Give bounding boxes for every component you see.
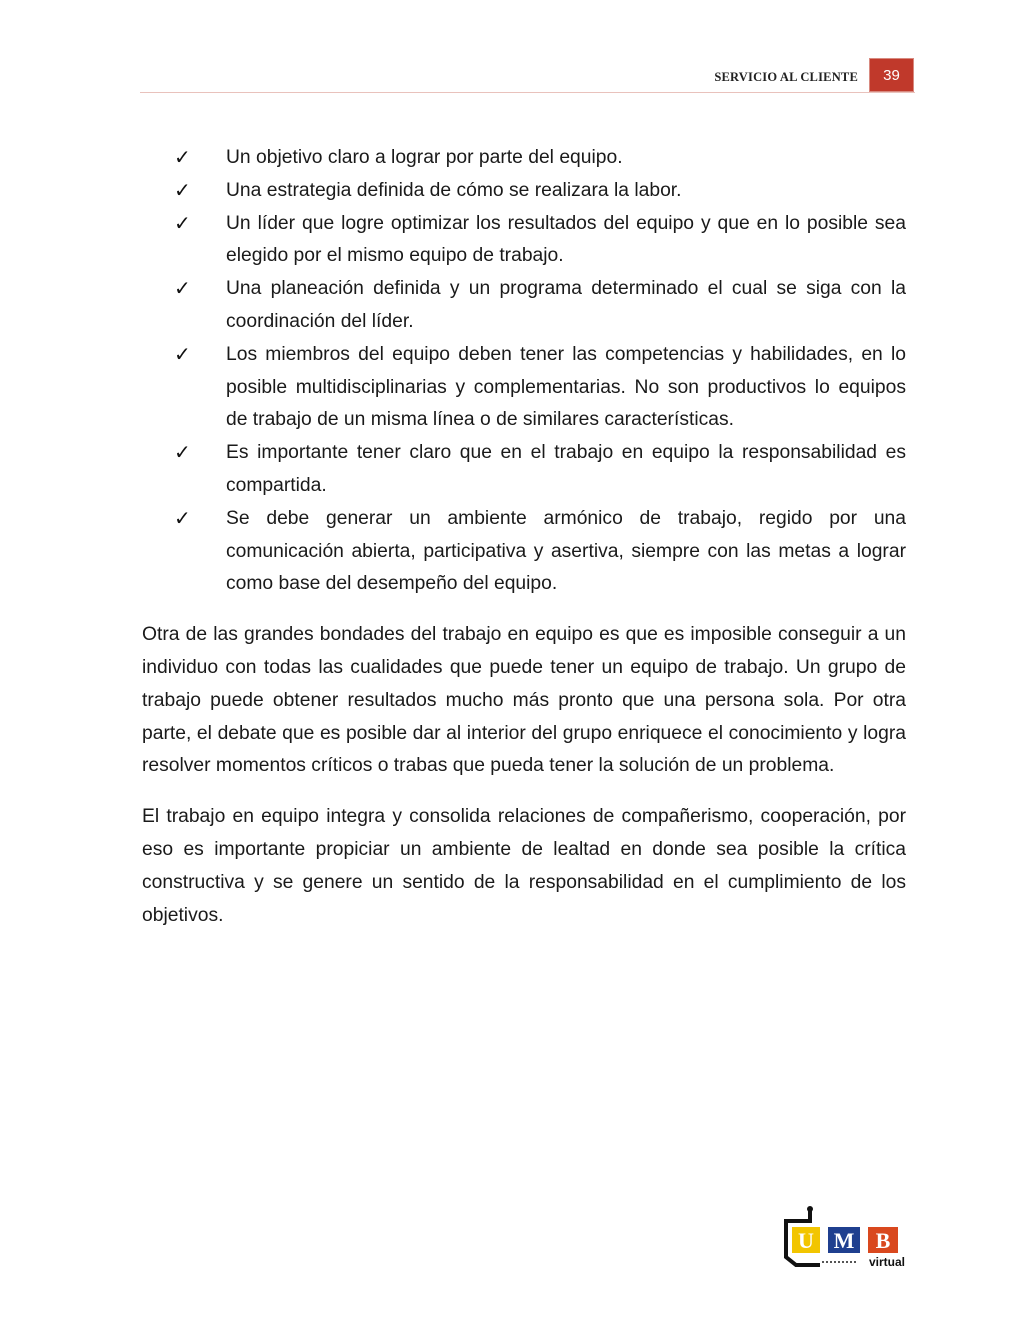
- logo-subtitle: virtual: [868, 1255, 905, 1269]
- list-item: [142, 273, 906, 339]
- check-icon: ✓: [174, 343, 191, 366]
- checklist: [142, 142, 906, 601]
- logo-letter-m: M: [833, 1228, 855, 1253]
- check-icon: ✓: [174, 507, 191, 530]
- list-item-text: Se debe generar un ambiente armónico de trabajo, regido por una comunicación abierta, participativa y asertiva, siempre con las metas a lograr como base del desempeño del equipo.: [226, 507, 906, 595]
- page-header: [0, 58, 1024, 94]
- list-item-text: Una estrategia definida de cómo se realizara la labor.: [226, 179, 682, 201]
- list-item: [142, 208, 906, 274]
- list-item: [142, 503, 906, 601]
- list-item-text: Una planeación definida y un programa determinado el cual se siga con la coordinación del líder.: [226, 278, 906, 332]
- logo-graphic: [780, 1205, 908, 1269]
- page-number: 39: [869, 58, 914, 92]
- check-icon: ✓: [174, 212, 191, 235]
- list-item: [142, 437, 906, 503]
- check-icon: ✓: [174, 147, 191, 169]
- check-icon: ✓: [174, 442, 191, 465]
- list-item: [142, 339, 906, 437]
- logo-letter-b: B: [875, 1228, 891, 1253]
- list-item-text: Un objetivo claro a lograr por parte del equipo.: [226, 147, 623, 168]
- list-item-text: Los miembros del equipo deben tener las competencias y habilidades, en lo posible multidisciplinarias y complementarias. No son productivos lo equipos de trabajo de un misma línea o de similares características.: [226, 343, 906, 431]
- list-item: [142, 142, 906, 175]
- running-title: SERVICIO AL CLIENTE: [714, 70, 858, 84]
- list-item-text: Es importante tener claro que en el trabajo en equipo la responsabilidad es compartida.: [226, 442, 906, 496]
- check-icon: ✓: [174, 179, 191, 202]
- paragraph: Otra de las grandes bondades del trabajo en equipo es que es imposible conseguir a un individuo con todas las cualidades que puede tener un equipo de trabajo. Un grupo de trabajo puede obtener resultados mucho más pronto que una persona sola. Por otra parte, el debate que es posible dar al interior del grupo enriquece el conocimiento y logra resolver momentos críticos o trabas que pueda tener la solución de un problema.: [142, 624, 906, 777]
- check-icon: ✓: [174, 278, 191, 301]
- list-item: [142, 175, 906, 208]
- page-content: [142, 142, 906, 932]
- umb-virtual-logo: [780, 1205, 908, 1269]
- header-rule: [140, 92, 915, 93]
- logo-letter-u: U: [798, 1228, 814, 1253]
- list-item-text: Un líder que logre optimizar los resultados del equipo y que en lo posible sea elegido por el mismo equipo de trabajo.: [226, 212, 906, 267]
- paragraph: El trabajo en equipo integra y consolida relaciones de compañerismo, cooperación, por eso es importante propiciar un ambiente de lealtad en donde sea posible la crítica constructiva y se genere un sentido de la responsabilidad en el cumplimiento de los objetivos.: [142, 806, 906, 926]
